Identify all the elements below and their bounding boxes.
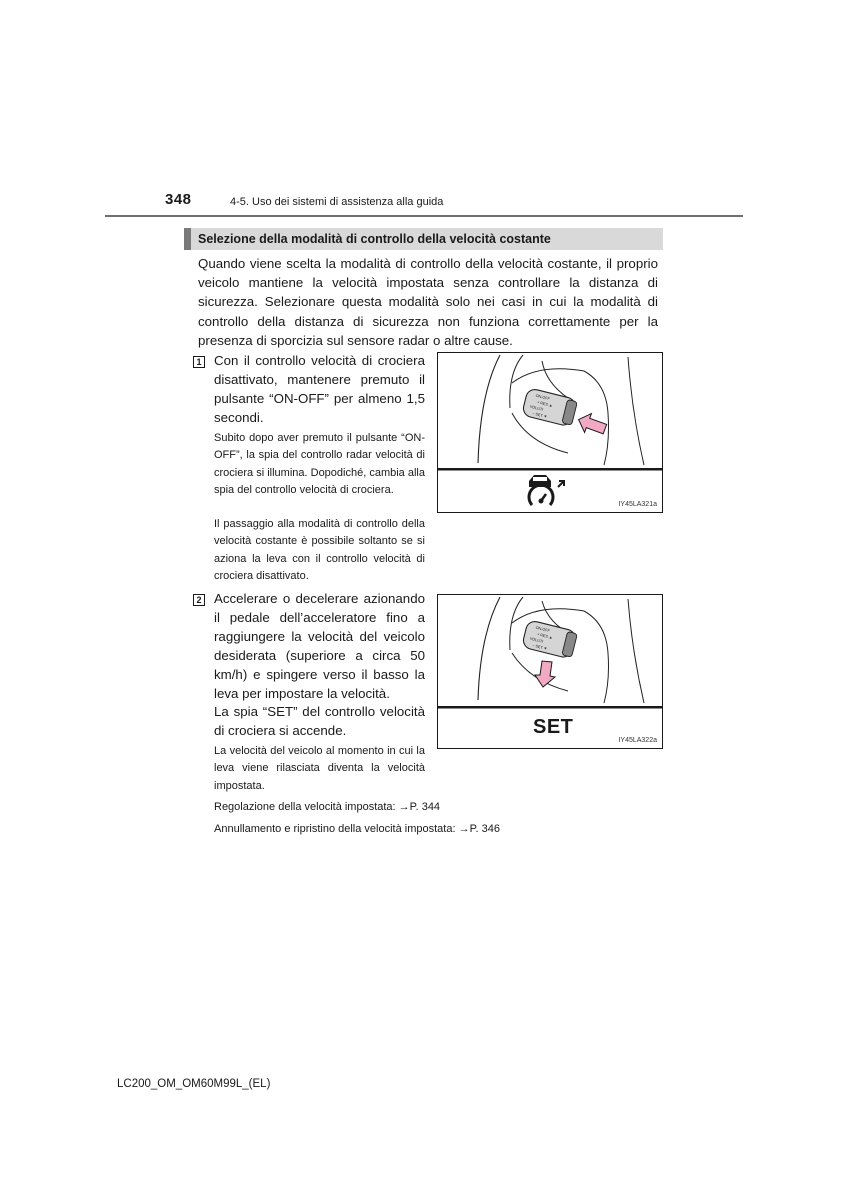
cruise-control-indicator-icon xyxy=(529,475,564,505)
step-1-note-1: Subito dopo aver premuto il pulsante “ON-OFF”, la spia del controllo radar velocità di crociera si illumina. Dopodiché, cambia alla spia del controllo velocità di crociera. xyxy=(214,432,425,497)
lever-label-res: + RES ▲ xyxy=(536,632,553,640)
figure-1 xyxy=(437,352,663,513)
page-number: 348 xyxy=(165,191,192,208)
lever-label-set: − SET ▼ xyxy=(531,411,548,420)
lever-label-set: − SET ▼ xyxy=(531,643,548,652)
step-2-text-indicator: La spia “SET” del controllo velocità di crociera si accende. xyxy=(214,704,425,738)
section-title: Selezione della modalità di controllo della velocità costante xyxy=(184,228,663,250)
set-indicator-label: SET xyxy=(533,716,574,738)
lever-label-onoff: ON-OFF xyxy=(535,393,551,402)
lever-label-volume: VOLUTI xyxy=(529,636,544,644)
lever-label-volume: VOLUTI xyxy=(529,404,544,412)
step-1-note-2: Il passaggio alla modalità di controllo della velocità costante è possibile soltanto se si aziona la leva con il controllo velocità di crociera disattivato. xyxy=(214,518,425,583)
footer-code: LC200_OM_OM60M99L_(EL) xyxy=(117,1078,271,1090)
reference-cancel-resume: Annullamento e ripristino della velocità impostata: →P. 346 xyxy=(214,823,500,835)
reference-set-speed: Regolazione della velocità impostata: →P. 344 xyxy=(214,801,441,813)
figure-1-illustration xyxy=(438,353,662,512)
step-1-text: Con il controllo velocità di crociera disattivato, mantenere premuto il pulsante “ON-OFF” per almeno 1,5 secondi. xyxy=(214,353,425,425)
step-2-note: La velocità del veicolo al momento in cui la leva viene rilasciata diventa la velocità impostata. xyxy=(214,745,425,792)
figure-2-code: IY45LA322a xyxy=(618,737,657,744)
down-arrow-icon xyxy=(535,661,555,687)
push-arrow-icon xyxy=(575,410,608,438)
figure-2 xyxy=(437,594,663,749)
intro-paragraph: Quando viene scelta la modalità di controllo della velocità costante, il proprio veicolo mantiene la velocità impostata senza controllare la distanza di sicurezza. Selezionare questa modalità solo nei casi in cui la modalità di controllo della distanza di sicurezza non funziona correttamente per la presenza di sporcizia sul sensore radar o altre cause. xyxy=(198,256,658,348)
step-1-number: 1 xyxy=(193,356,205,368)
lever-label-res: + RES ▲ xyxy=(536,400,553,408)
figure-1-code: IY45LA321a xyxy=(618,501,657,508)
step-2-number: 2 xyxy=(193,594,205,606)
header-divider xyxy=(105,215,743,217)
step-2-text: Accelerare o decelerare azionando il pedale dell’acceleratore fino a raggiungere la velocità del veicolo desiderata (superiore a circa 50 km/h) e spingere verso il basso la leva per impostare la velocità. xyxy=(214,591,425,701)
lever-label-onoff: ON-OFF xyxy=(535,625,551,634)
section-breadcrumb: 4-5. Uso dei sistemi di assistenza alla guida xyxy=(230,196,444,208)
